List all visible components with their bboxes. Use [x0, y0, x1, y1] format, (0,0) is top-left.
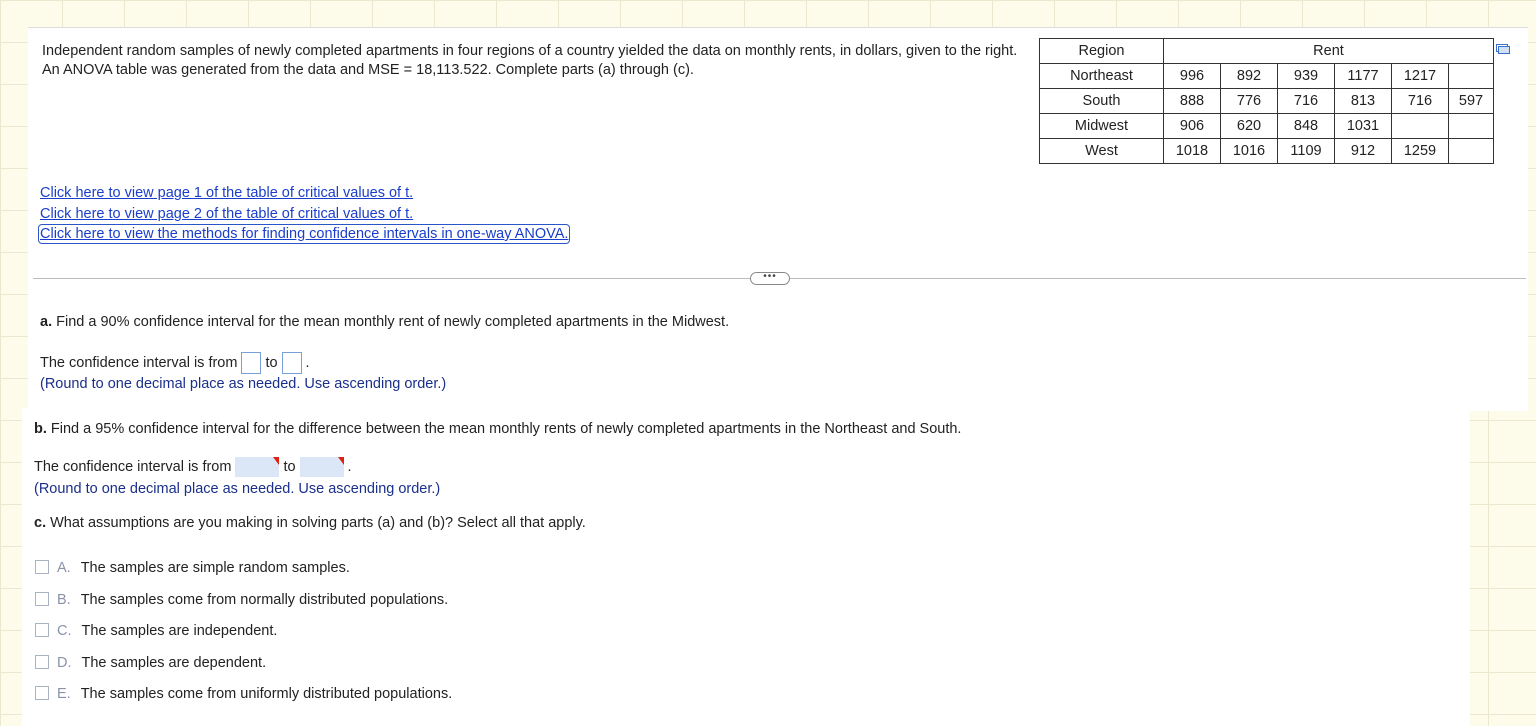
checkbox-c[interactable] [35, 623, 49, 637]
rent-cell: 996 [1164, 64, 1221, 89]
rent-cell: 1259 [1392, 139, 1449, 164]
rent-cell: 1031 [1335, 114, 1392, 139]
table-row [1040, 89, 1494, 114]
rent-cell: 912 [1335, 139, 1392, 164]
table-row [1040, 64, 1494, 89]
part-b-question: b. Find a 95% confidence interval for the difference between the mean monthly rents of newly completed apartments in the Northeast and South. [34, 421, 962, 437]
rent-cell: 1217 [1392, 64, 1449, 89]
rent-cell: 597 [1449, 89, 1494, 114]
option-b[interactable]: B. The samples come from normally distributed populations. [35, 592, 448, 608]
rent-cell: 892 [1221, 64, 1278, 89]
critical-values-page1-link[interactable]: Click here to view page 1 of the table of critical values of t. [40, 185, 414, 201]
table-header-row [1040, 39, 1494, 64]
rent-cell: 776 [1221, 89, 1278, 114]
table-row [1040, 139, 1494, 164]
critical-values-page2-link[interactable]: Click here to view page 2 of the table of critical values of t. [40, 206, 414, 222]
anova-ci-methods-link[interactable]: Click here to view the methods for finding confidence intervals in one-way ANOVA. [40, 226, 569, 242]
rent-cell [1449, 139, 1494, 164]
table-row [1040, 114, 1494, 139]
option-a[interactable]: A. The samples are simple random samples. [35, 560, 350, 576]
part-a-question: a. Find a 90% confidence interval for the mean monthly rent of newly completed apartments in the Midwest. [40, 314, 730, 330]
part-b-lower-input[interactable] [235, 457, 279, 477]
rent-cell: 906 [1164, 114, 1221, 139]
rent-cell [1449, 64, 1494, 89]
expand-more-button[interactable]: ••• [750, 272, 790, 285]
rent-cell: 939 [1278, 64, 1335, 89]
copy-data-icon[interactable] [1496, 44, 1510, 54]
checkbox-b[interactable] [35, 592, 49, 606]
rent-cell: 1177 [1335, 64, 1392, 89]
part-a-hint: (Round to one decimal place as needed. Use ascending order.) [40, 376, 447, 392]
option-e[interactable]: E. The samples come from uniformly distributed populations. [35, 686, 452, 702]
region-cell: West [1040, 139, 1164, 164]
rent-cell: 813 [1335, 89, 1392, 114]
region-cell: Midwest [1040, 114, 1164, 139]
rent-cell: 716 [1392, 89, 1449, 114]
rent-cell: 716 [1278, 89, 1335, 114]
rent-cell: 1109 [1278, 139, 1335, 164]
part-b-upper-input[interactable] [300, 457, 344, 477]
region-cell: Northeast [1040, 64, 1164, 89]
part-b-hint: (Round to one decimal place as needed. Use ascending order.) [34, 481, 441, 497]
header-region: Region [1040, 39, 1164, 64]
option-c[interactable]: C. The samples are independent. [35, 623, 277, 639]
problem-intro: Independent random samples of newly completed apartments in four regions of a country yielded the data on monthly rents, in dollars, given to the right. An ANOVA table was generated from the data and MSE = 18,113.522. Complete parts (a) through (c). [42, 43, 1018, 78]
part-b-answer-line: The confidence interval is from to . [34, 457, 352, 477]
rent-cell: 620 [1221, 114, 1278, 139]
region-cell: South [1040, 89, 1164, 114]
rent-cell: 848 [1278, 114, 1335, 139]
option-d[interactable]: D. The samples are dependent. [35, 655, 266, 671]
part-a-lower-input[interactable] [241, 352, 261, 374]
rent-cell [1449, 114, 1494, 139]
checkbox-a[interactable] [35, 560, 49, 574]
part-a-answer-line: The confidence interval is from to . [40, 352, 310, 374]
rent-cell: 1016 [1221, 139, 1278, 164]
header-rent: Rent [1164, 39, 1494, 64]
checkbox-e[interactable] [35, 686, 49, 700]
part-c-question: c. What assumptions are you making in solving parts (a) and (b)? Select all that apply. [34, 515, 586, 531]
rent-cell: 888 [1164, 89, 1221, 114]
rent-data-table [1039, 38, 1494, 164]
checkbox-d[interactable] [35, 655, 49, 669]
rent-cell: 1018 [1164, 139, 1221, 164]
rent-cell [1392, 114, 1449, 139]
part-a-upper-input[interactable] [282, 352, 302, 374]
